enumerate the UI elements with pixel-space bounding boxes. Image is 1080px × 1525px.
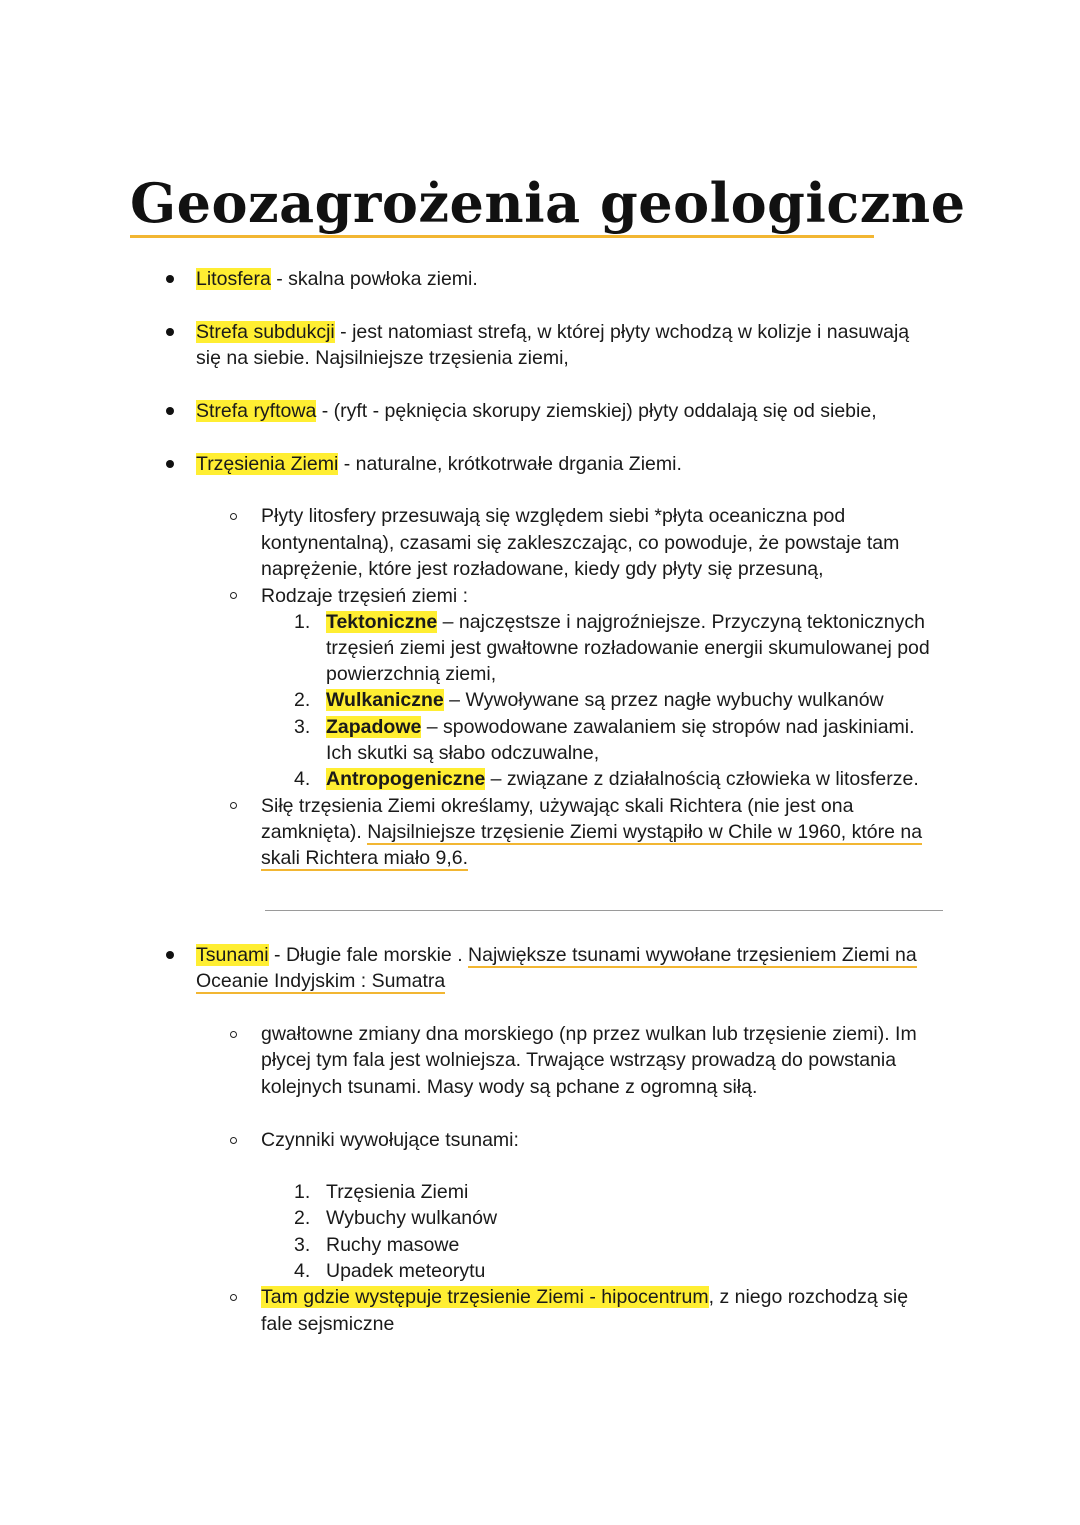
title-underline bbox=[130, 235, 874, 238]
sub-item-text: płycej tym fala jest wolniejsza. Trwające wstrząsy prowadzą do powstania bbox=[261, 1049, 897, 1071]
horizontal-divider bbox=[265, 910, 943, 911]
term-highlight: Zapadowe bbox=[326, 716, 422, 738]
list-item-ryft bbox=[196, 398, 877, 424]
bullet-icon bbox=[166, 275, 174, 283]
underlined-text: Oceanie Indyjskim : Sumatra bbox=[196, 970, 446, 992]
definition-text: trzęsień ziemi jest gwałtowne rozładowanie energii skumulowanej pod bbox=[326, 637, 930, 659]
definition-text bbox=[196, 968, 445, 994]
term-highlight: Antropogeniczne bbox=[326, 768, 486, 790]
factor-item: Ruchy masowe bbox=[326, 1234, 460, 1256]
factor-item: Upadek meteorytu bbox=[326, 1260, 486, 1282]
bullet-icon bbox=[166, 460, 174, 468]
list-number: 2. bbox=[294, 689, 311, 711]
list-item-tsunami bbox=[196, 942, 917, 968]
sub-item-text: Czynniki wywołujące tsunami: bbox=[261, 1129, 519, 1151]
circle-bullet-icon bbox=[230, 513, 237, 520]
circle-bullet-icon bbox=[230, 1031, 237, 1038]
bullet-icon bbox=[166, 328, 174, 336]
definition-text: - jest natomiast strefą, w której płyty wchodzą w kolizje i nasuwają bbox=[334, 321, 910, 343]
sub-item-text: zamknięta). bbox=[261, 821, 368, 843]
definition-text: – najczęstsze i najgroźniejsze. Przyczyną tektonicznych bbox=[437, 611, 925, 633]
list-number: 4. bbox=[294, 768, 311, 790]
type-zapadowe bbox=[326, 714, 915, 740]
term-highlight: Tektoniczne bbox=[326, 611, 438, 633]
factor-item: Wybuchy wulkanów bbox=[326, 1207, 498, 1229]
type-tektoniczne bbox=[326, 609, 925, 635]
sub-item-text bbox=[261, 1284, 908, 1310]
term-highlight: Litosfera bbox=[196, 268, 271, 290]
circle-bullet-icon bbox=[230, 1137, 237, 1144]
definition-text: - skalna powłoka ziemi. bbox=[270, 268, 478, 290]
term-highlight: Trzęsienia Ziemi bbox=[196, 453, 339, 475]
definition-text: – Wywoływane są przez nagłe wybuchy wulkanów bbox=[443, 689, 884, 711]
circle-bullet-icon bbox=[230, 592, 237, 599]
definition-text: - naturalne, krótkotrwałe drgania Ziemi. bbox=[338, 453, 682, 475]
definition-text: się na siebie. Najsilniejsze trzęsienia ziemi, bbox=[196, 347, 569, 369]
sub-item-text bbox=[261, 845, 468, 871]
term-highlight: Strefa ryftowa bbox=[196, 400, 317, 422]
circle-bullet-icon bbox=[230, 1294, 237, 1301]
sub-item-text: naprężenie, które jest rozładowane, kiedy gdy płyty się przesuną, bbox=[261, 558, 824, 580]
list-item-trzesienia bbox=[196, 451, 682, 477]
list-number: 2. bbox=[294, 1207, 311, 1229]
type-wulkaniczne bbox=[326, 687, 884, 713]
definition-text: , z niego rozchodzą się bbox=[708, 1286, 909, 1308]
list-number: 1. bbox=[294, 1181, 311, 1203]
list-number: 4. bbox=[294, 1260, 311, 1282]
underlined-text: Najsilniejsze trzęsienie Ziemi wystąpiło w Chile w 1960, które na bbox=[367, 821, 923, 843]
sub-item-text: fale sejsmiczne bbox=[261, 1313, 395, 1335]
underlined-text: skali Richtera miało 9,6. bbox=[261, 847, 468, 869]
definition-text: - Długie fale morskie . bbox=[268, 944, 469, 966]
term-highlight: Tam gdzie występuje trzęsienie Ziemi - hipocentrum bbox=[261, 1286, 709, 1308]
sub-item-text: Siłę trzęsienia Ziemi określamy, używając skali Richtera (nie jest ona bbox=[261, 795, 854, 817]
sub-item-text bbox=[261, 819, 922, 845]
sub-item-text: Płyty litosfery przesuwają się względem siebi *płyta oceaniczna pod bbox=[261, 505, 846, 527]
factor-item: Trzęsienia Ziemi bbox=[326, 1181, 469, 1203]
type-antropogeniczne bbox=[326, 766, 919, 792]
underlined-text: Największe tsunami wywołane trzęsieniem Ziemi na bbox=[468, 944, 917, 966]
term-highlight: Tsunami bbox=[196, 944, 269, 966]
term-highlight: Strefa subdukcji bbox=[196, 321, 335, 343]
definition-text: - (ryft - pęknięcia skorupy ziemskiej) płyty oddalają się od siebie, bbox=[316, 400, 877, 422]
list-number: 3. bbox=[294, 1234, 311, 1256]
sub-item-text: kolejnych tsunami. Masy wody są pchane z ogromną siłą. bbox=[261, 1076, 758, 1098]
definition-text: powierzchnią ziemi, bbox=[326, 663, 497, 685]
bullet-icon bbox=[166, 951, 174, 959]
definition-text: – spowodowane zawalaniem się stropów nad jaskiniami. bbox=[421, 716, 915, 738]
list-item-subdukcja bbox=[196, 319, 909, 345]
definition-text: – związane z działalnością człowieka w litosferze. bbox=[485, 768, 919, 790]
sub-item-text: Rodzaje trzęsień ziemi : bbox=[261, 585, 468, 607]
list-number: 3. bbox=[294, 716, 311, 738]
bullet-icon bbox=[166, 407, 174, 415]
term-highlight: Wulkaniczne bbox=[326, 689, 444, 711]
sub-item-text: gwałtowne zmiany dna morskiego (np przez wulkan lub trzęsienie ziemi). Im bbox=[261, 1023, 917, 1045]
definition-text: Ich skutki są słabo odczuwalne, bbox=[326, 742, 600, 764]
list-item-litosfera bbox=[196, 266, 478, 292]
circle-bullet-icon bbox=[230, 802, 237, 809]
list-number: 1. bbox=[294, 611, 311, 633]
sub-item-text: kontynentalną), czasami się zakleszczając, co powoduje, że powstaje tam bbox=[261, 532, 900, 554]
page-title: Geozagrożenia geologiczne bbox=[130, 171, 966, 235]
